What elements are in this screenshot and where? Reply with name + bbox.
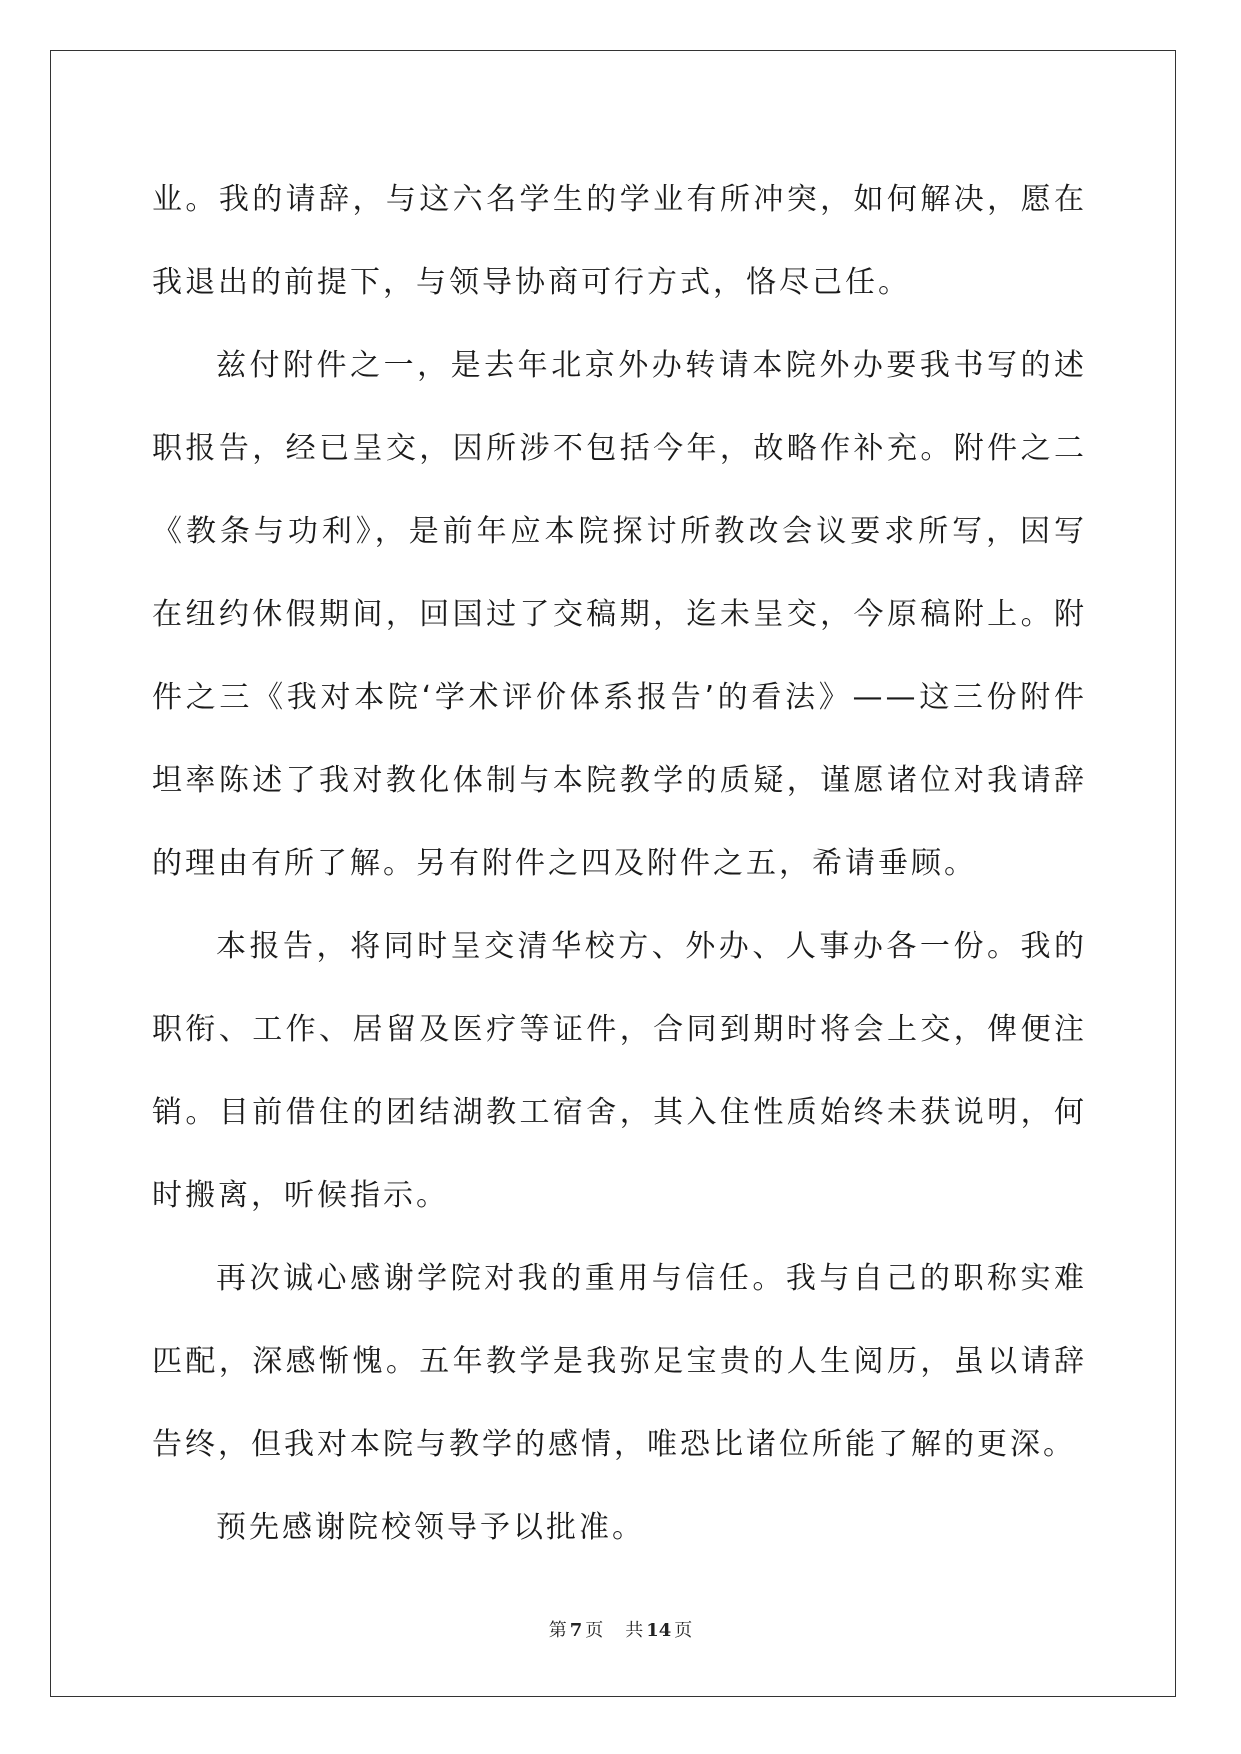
paragraph: 预先感谢院校领导予以批准。 bbox=[216, 1510, 645, 1545]
paragraph: 兹付附件之一，是去年北京外办转请本院外办要我书写的述职报告，经已呈交，因所涉不包括今年，故略作补充。附件之二《教条与功利》，是前年应本院探讨所教改会议要求所写，因写在纽约休假期间，回国过了交稿期，迄未呈交，今原稿附上。附件之三《我对本院‘学术评价体系报告’的看法》——这三份附件坦率陈述了我对教化体制与本院教学的质疑，谨愿诸位对我请辞的理由有所了解。另有附件之四及附件之五，希请垂顾。 bbox=[152, 348, 1087, 881]
total-page-count: 14 bbox=[646, 1620, 672, 1641]
footer-total-prefix: 共 bbox=[625, 1620, 644, 1641]
footer-total-suffix: 页 bbox=[674, 1620, 693, 1641]
document-body bbox=[152, 158, 1087, 1569]
paragraph: 再次诚心感谢学院对我的重用与信任。我与自己的职称实难匹配，深感惭愧。五年教学是我弥足宝贵的人生阅历，虽以请辞告终，但我对本院与教学的感情，唯恐比诸位所能了解的更深。 bbox=[152, 1261, 1087, 1462]
footer-page-suffix: 页 bbox=[585, 1620, 604, 1641]
footer-prefix: 第 bbox=[548, 1620, 567, 1641]
paragraph: 本报告，将同时呈交清华校方、外办、人事办各一份。我的职衔、工作、居留及医疗等证件，合同到期时将会上交，俾便注销。目前借住的团结湖教工宿舍，其入住性质始终未获说明，何时搬离，听候指示。 bbox=[152, 929, 1087, 1213]
page-footer bbox=[0, 1616, 1241, 1642]
current-page-number: 7 bbox=[569, 1620, 583, 1641]
paragraph: 业。我的请辞，与这六名学生的学业有所冲突，如何解决，愿在我退出的前提下，与领导协商可行方式，恪尽己任。 bbox=[152, 182, 1087, 300]
